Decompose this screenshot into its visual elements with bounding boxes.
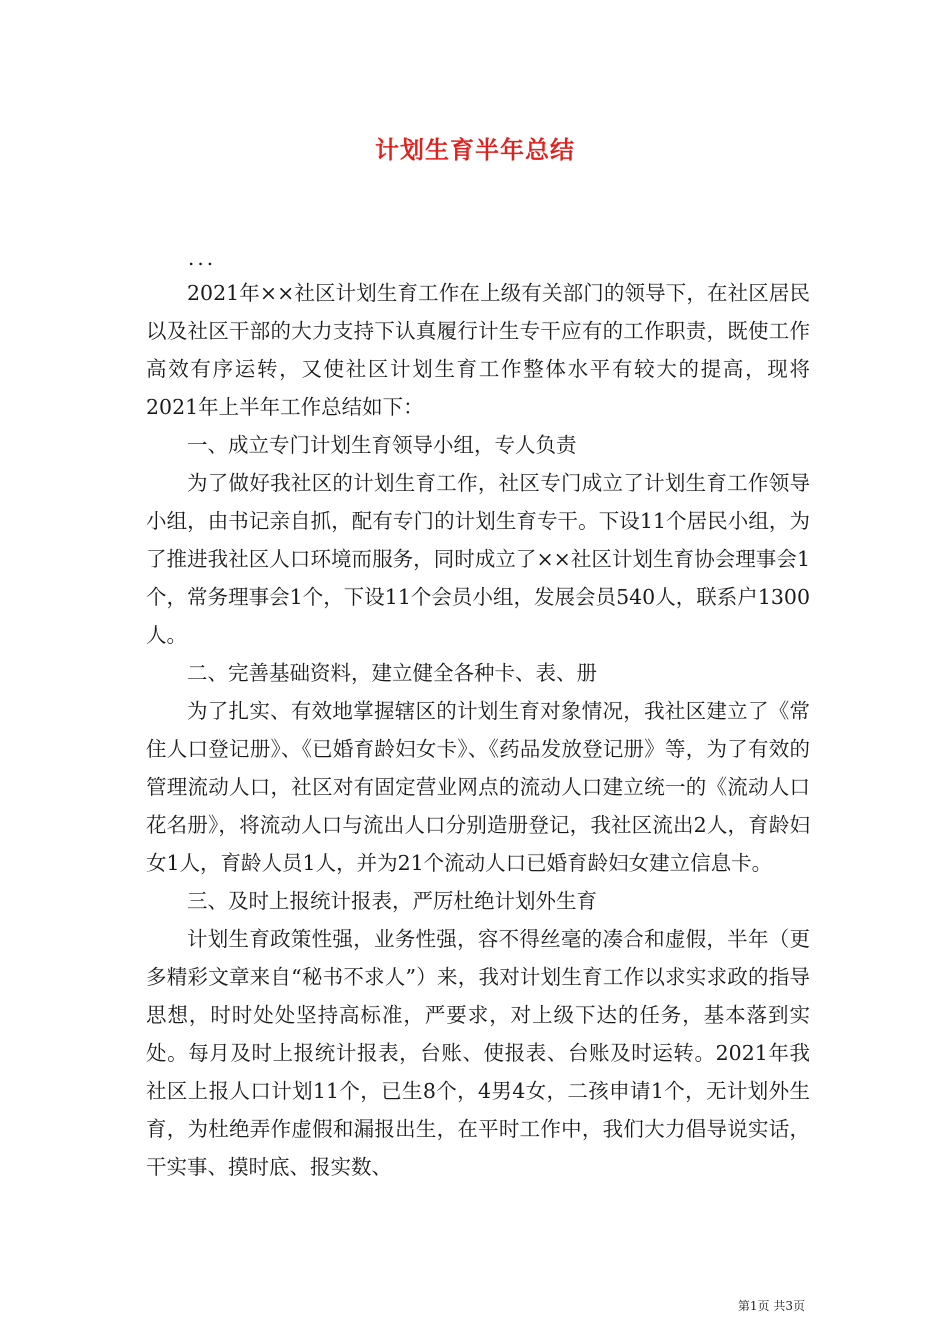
paragraph-section-2: 为了扎实、有效地掌握辖区的计划生育对象情况，我社区建立了《常住人口登记册》、《已婚育龄妇女卡》、《药品发放登记册》等，为了有效的管理流动人口，社区对有固定营业网点的流动人口建立统一的《流动人口花名册》，将流动人口与流出人口分别造册登记，我社区流出2人，育龄妇女1人，育龄人员1人，并为21个流动人口已婚育龄妇女建立信息卡。 xyxy=(146,699,810,875)
paragraph-section-1: 为了做好我社区的计划生育工作，社区专门成立了计划生育工作领导小组，由书记亲自抓，配有专门的计划生育专干。下设11个居民小组，为了推进我社区人口环境而服务，同时成立了××社区计划生育协会理事会1个，常务理事会1个，下设11个会员小组，发展会员540人，联系户1300人。 xyxy=(146,471,810,647)
section-heading-1: 一、成立专门计划生育领导小组，专人负责 xyxy=(187,433,577,457)
section-heading-3: 三、及时上报统计报表，严厉杜绝计划外生育 xyxy=(187,889,597,913)
page-number-footer: 第1页 共3页 xyxy=(737,1299,805,1313)
document-title: 计划生育半年总结 xyxy=(375,135,575,164)
paragraph-section-3: 计划生育政策性强，业务性强，容不得丝毫的凑合和虚假，半年（更多精彩文章来自“秘书不求人”）来，我对计划生育工作以求实求政的指导思想，时时处处坚持高标准，严要求，对上级下达的任务，基本落到实处。每月及时上报统计报表，台账、使报表、台账及时运转。2021年我社区上报人口计划11个，已生8个，4男4女，二孩申请1个，无计划外生育，为杜绝弄作虚假和漏报出生，在平时工作中，我们大力倡导说实话，干实事、摸时底、报实数、 xyxy=(146,927,810,1179)
ellipsis-marker: ... xyxy=(188,246,217,270)
document-body xyxy=(146,274,810,1186)
paragraph-intro: 2021年××社区计划生育工作在上级有关部门的领导下，在社区居民以及社区干部的大力支持下认真履行计生专干应有的工作职责，既使工作高效有序运转，又使社区计划生育工作整体水平有较大的提高，现将2021年上半年工作总结如下： xyxy=(146,281,810,419)
section-heading-2: 二、完善基础资料，建立健全各种卡、表、册 xyxy=(187,661,597,685)
